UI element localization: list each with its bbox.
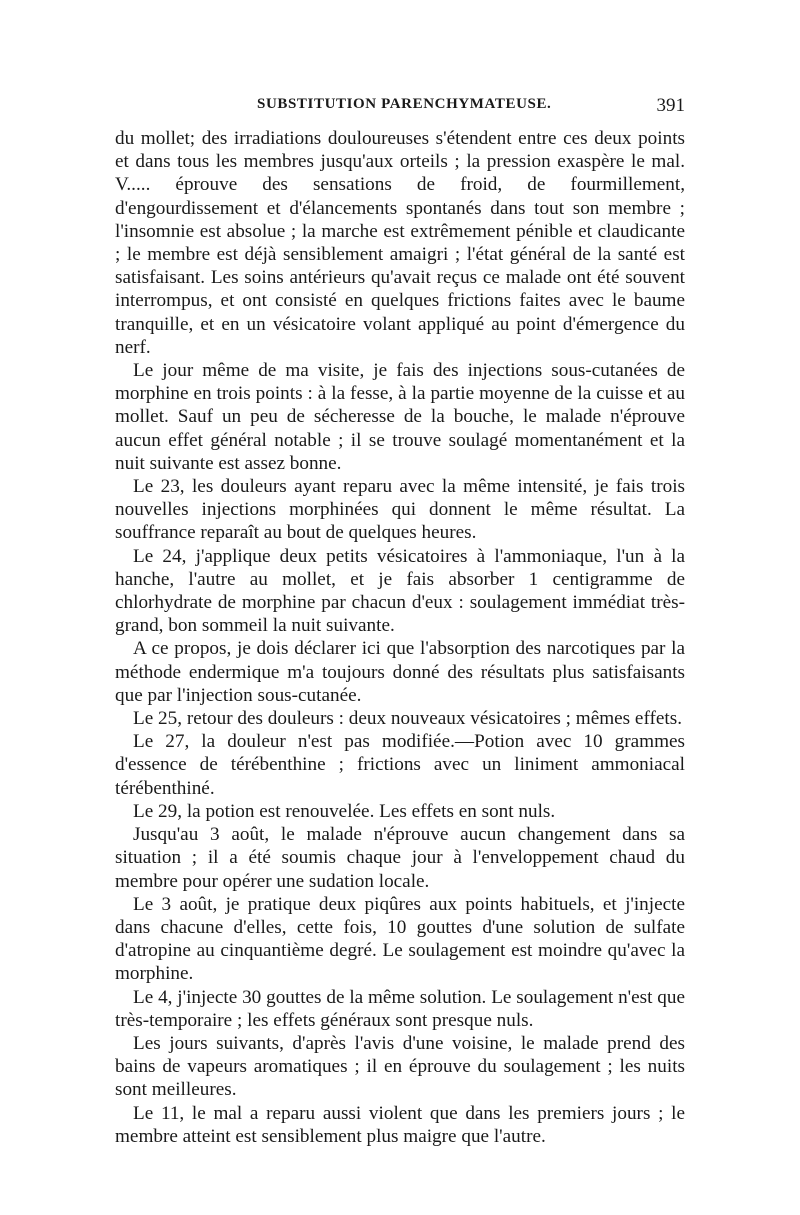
paragraph: Le jour même de ma visite, je fais des injections sous-cutanées de morphine en trois points : à la fesse, à la partie moyenne de la cuisse et au mollet. Sauf un peu de sécheresse de la bouche, le malade n'éprouve aucun effet général notable ; il se trouve soulagé momentanément et la nuit suivante est assez bonne. [115, 360, 685, 474]
paragraph: Les jours suivants, d'après l'avis d'une voisine, le malade prend des bains de vapeurs aromatiques ; il en éprouve du soulagement ; les nuits sont meilleures. [115, 1032, 685, 1101]
paragraph: Le 25, retour des douleurs : deux nouveaux vésicatoires ; mêmes effets. [133, 708, 682, 730]
paragraph: Le 27, la douleur n'est pas modifiée.—Potion avec 10 grammes d'essence de térébenthine ; frictions avec un liniment ammoniacal térébenthiné. [115, 731, 685, 799]
running-head [115, 96, 685, 126]
paragraph: Le 29, la potion est renouvelée. Les effets en sont nuls. [133, 800, 556, 822]
paragraph-continuation: du mollet; des irradiations douloureuses s'étendent entre ces deux points et dans tous les membres jusqu'aux orteils ; la pression exaspère le mal. V..... éprouve des sensations de froid, de fourmillement, d'engourdissement et d'élancements spontanés dans tout son membre ; l'insomnie est absolue ; la marche est extrêmement pénible et claudicante ; le membre est déjà sensiblement amaigri ; l'état général de la santé est satisfaisant. Les soins antérieurs qu'avait reçus ce malade ont été souvent interrompus, et ont consisté en quelques frictions faites avec le baume tranquille, et en un vésicatoire volant appliqué au point d'émergence du nerf. [115, 128, 685, 358]
paragraph: Le 3 août, je pratique deux piqûres aux points habituels, et j'injecte dans chacune d'elles, cette fois, 10 gouttes d'une solution de sulfate d'atropine au cinquantième degré. Le soulagement est moindre qu'avec la morphine. [115, 893, 685, 985]
paragraph: Le 23, les douleurs ayant reparu avec la même intensité, je fais trois nouvelles injections morphinées qui donnent le même résultat. La souffrance reparaît au bout de quelques heures. [115, 476, 685, 544]
running-head-title: SUBSTITUTION PARENCHYMATEUSE. [257, 96, 552, 112]
paragraph: A ce propos, je dois déclarer ici que l'absorption des narcotiques par la méthode endermique m'a toujours donné des résultats plus satisfaisants que par l'injection sous-cutanée. [115, 638, 685, 706]
paragraph: Le 11, le mal a reparu aussi violent que dans les premiers jours ; le membre atteint est sensiblement plus maigre que l'autre. [115, 1102, 685, 1147]
paragraph: Le 24, j'applique deux petits vésicatoires à l'ammoniaque, l'un à la hanche, l'autre au mollet, et je fais absorber 1 centigramme de chlorhydrate de morphine par chacun d'eux : soulagement immédiat très-grand, bon sommeil la nuit suivante. [115, 545, 685, 637]
body-text [115, 127, 685, 1148]
page-number: 391 [656, 95, 685, 116]
paragraph: Jusqu'au 3 août, le malade n'éprouve aucun changement dans sa situation ; il a été soumis chaque jour à l'enveloppement chaud du membre pour opérer une sudation locale. [115, 824, 685, 892]
paragraph: Le 4, j'injecte 30 gouttes de la même solution. Le soulagement n'est que très-temporaire ; les effets généraux sont presque nuls. [115, 986, 685, 1031]
